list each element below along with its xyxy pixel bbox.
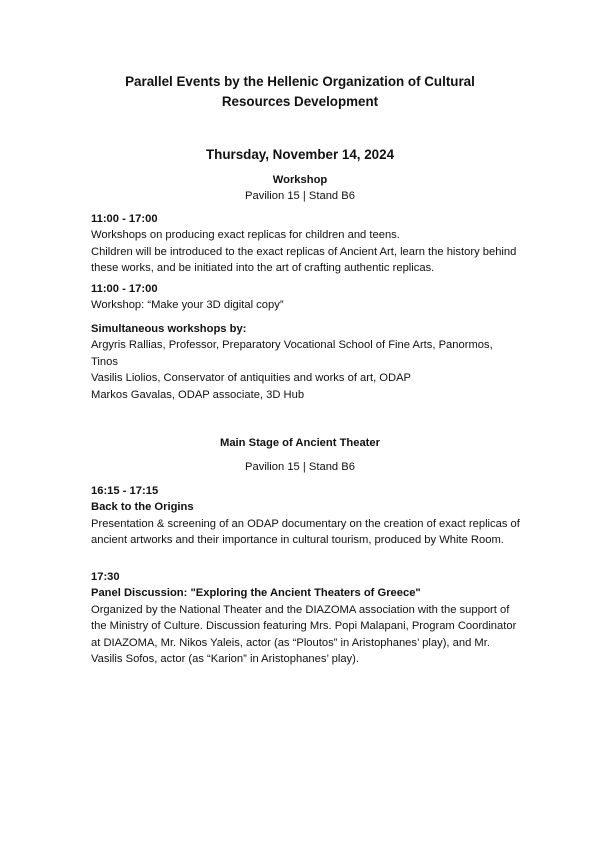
main-stage-event-2 (91, 569, 521, 667)
section-main-stage-location-wrap (0, 459, 600, 475)
section-workshop-location: Pavilion 15 | Stand B6 (245, 190, 355, 202)
event-date: Thursday, November 14, 2024 (205, 147, 395, 162)
event-title: Panel Discussion: "Exploring the Ancient Theaters of Greece" (91, 587, 421, 600)
event-time: 11:00 - 17:00 (91, 283, 158, 295)
event-title: Back to the Origins (91, 501, 194, 514)
event-time: 16:15 - 17:15 (91, 485, 159, 497)
event-time: 11:00 - 17:00 (91, 213, 158, 225)
document-title (0, 72, 600, 112)
section-main-stage-heading: Main Stage of Ancient Theater (220, 437, 380, 449)
event-text: Children will be introduced to the exact replicas of Ancient Art, learn the history behind these works, and be initiated into the art of crafting authentic replicas. (91, 245, 517, 275)
title-line-1: Parallel Events by the Hellenic Organization of Cultural (125, 74, 475, 89)
event-time: 17:30 (91, 571, 120, 583)
event-text: Workshops on producing exact replicas for children and teens. (91, 229, 400, 242)
presenter-line: Vasilis Liolios, Conservator of antiquities and works of art, ODAP (91, 372, 412, 385)
event-text: Presentation & screening of an ODAP documentary on the creation of exact replicas of ancient artworks and their importance in cultural tourism, produced by White Room. (91, 517, 520, 547)
section-main-stage-location: Pavilion 15 | Stand B6 (245, 461, 355, 473)
simultaneous-heading: Simultaneous workshops by: (91, 323, 247, 335)
presenter-line: Markos Gavalas, ODAP associate, 3D Hub (91, 388, 305, 401)
presenter-line: Argyris Rallias, Professor, Preparatory Vocational School of Fine Arts, Panormos, Tinos (91, 339, 493, 368)
section-workshop-header (0, 172, 600, 204)
simultaneous-workshops (91, 321, 521, 403)
workshop-event-2 (91, 281, 521, 314)
main-stage-event-1 (91, 483, 521, 549)
workshop-event-1 (91, 211, 521, 277)
title-line-2: Resources Development (221, 94, 379, 109)
event-text: Organized by the National Theater and the DIAZOMA association with the support of the Ministry of Culture. Discussion featuring Mrs. Popi Malapani, Program Coordinator at DIAZOMA, Mr. Nikos Yaleis, actor (as “Ploutos” in Aristophanes’ play), and Mr. Vasilis Sofos, actor (as “Karion” in Aristophanes’ play). (91, 603, 517, 666)
event-text: Workshop: “Make your 3D digital copy” (91, 299, 284, 312)
section-workshop-heading: Workshop (272, 174, 328, 186)
section-main-stage-heading-wrap (0, 435, 600, 451)
